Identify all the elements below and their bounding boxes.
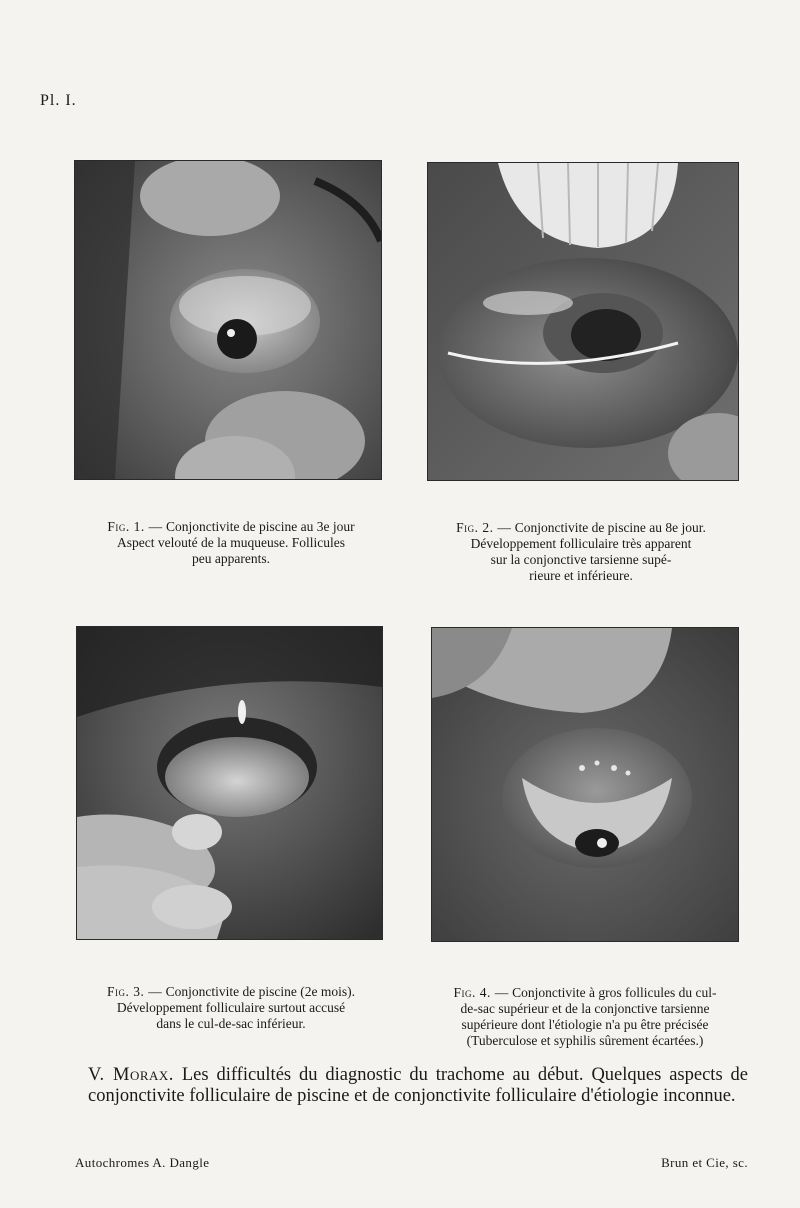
figure-1-label: Fig. 1. —	[107, 519, 163, 534]
footer-credit-autochromes: Autochromes A. Dangle	[75, 1155, 210, 1170]
figure-2-caption	[420, 520, 742, 584]
author-name: V. Morax.	[88, 1065, 174, 1085]
figure-4-label: Fig. 4. —	[453, 985, 509, 1000]
plate-label: Pl. I.	[40, 92, 77, 109]
figure-4-line-3: supérieure dont l'étiologie n'a pu être précisée	[461, 1017, 709, 1032]
figure-3-photo	[77, 627, 382, 939]
figure-3-line-1: Conjonctivite de piscine (2e mois).	[165, 984, 355, 999]
figure-3-caption	[78, 984, 384, 1032]
figure-4-line-4: (Tuberculose et syphilis sûrement écartées.)	[466, 1033, 704, 1048]
figure-2-label: Fig. 2. —	[456, 520, 512, 535]
footer-credit-engraver: Brun et Cie, sc.	[661, 1155, 748, 1170]
figure-2-line-1: Conjonctivite de piscine au 8e jour.	[514, 520, 706, 535]
article-title: Les difficultés du diagnostic du trachome au début. Quelques aspects de conjonctivite folliculaire de piscine et de conjonctivite folliculaire d'étiologie inconnue.	[88, 1065, 749, 1106]
figure-4-photo	[432, 628, 738, 941]
figure-2-line-2: Développement folliculaire très apparent	[470, 536, 692, 551]
figure-2-line-3: sur la conjonctive tarsienne supé-	[490, 552, 672, 567]
figure-1-photo	[75, 161, 381, 479]
figure-1-caption	[70, 519, 392, 567]
figure-2-photo	[428, 163, 738, 480]
figure-3-line-3: dans le cul-de-sac inférieur.	[156, 1016, 306, 1031]
figure-1-line-2: Aspect velouté de la muqueuse. Follicules	[117, 535, 345, 550]
figure-1-line-1: Conjonctivite de piscine au 3e jour	[166, 519, 355, 534]
figure-2-line-4: rieure et inférieure.	[529, 568, 633, 583]
figure-4-line-2: de-sac supérieur et de la conjonctive tarsienne	[460, 1001, 710, 1016]
figure-3-line-2: Développement folliculaire surtout accusé	[116, 1000, 346, 1015]
figure-3-label: Fig. 3. —	[107, 984, 163, 999]
figure-1-line-3: peu apparents.	[192, 551, 270, 566]
plate-title	[88, 1065, 748, 1107]
figure-4-caption	[420, 985, 750, 1049]
figure-4-line-1: Conjonctivite à gros follicules du cul-	[512, 985, 717, 1000]
